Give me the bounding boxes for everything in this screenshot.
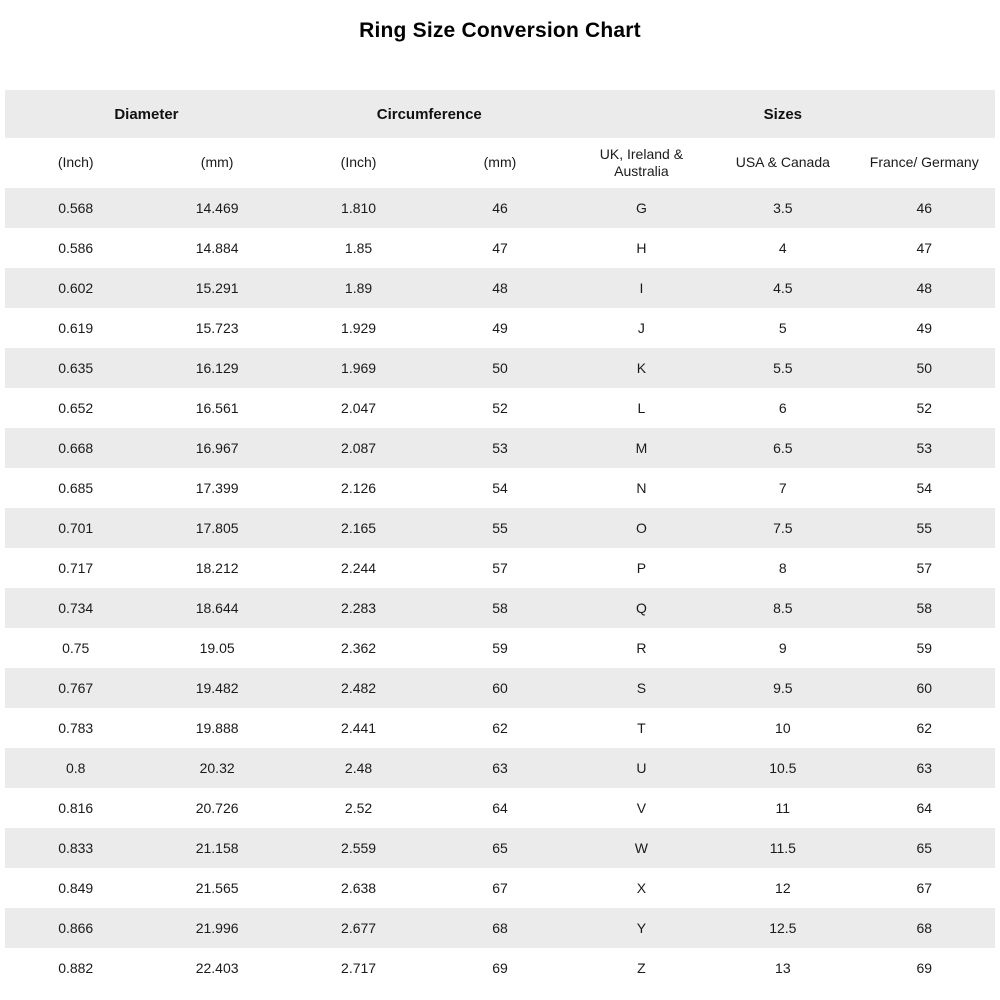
table-cell: 9: [778, 640, 787, 656]
table-cell: X: [636, 880, 647, 896]
table-cell: 0.668: [58, 440, 94, 456]
table-row: [5, 268, 995, 308]
table-header: [5, 90, 995, 188]
table-cell: 60: [916, 680, 933, 696]
table-cell: 50: [492, 360, 508, 376]
table-cell: R: [636, 640, 647, 656]
column-header-row: [5, 138, 995, 188]
table-cell: 59: [916, 640, 933, 656]
table-cell: 0.849: [58, 880, 94, 896]
column-header-circumference-inch: (Inch): [288, 138, 429, 188]
table-cell: 0.75: [62, 640, 90, 656]
table-cell: 62: [492, 720, 508, 736]
table-cell: 7: [778, 480, 787, 496]
table-row: [5, 388, 995, 428]
table-cell: 65: [916, 840, 933, 856]
table-cell: 4.5: [773, 280, 793, 296]
table-cell: 1.810: [341, 200, 377, 216]
table-cell: 0.701: [58, 520, 94, 536]
table-cell: 0.866: [58, 920, 94, 936]
table-body: [5, 188, 995, 988]
table-row: [5, 628, 995, 668]
table-row: [5, 348, 995, 388]
table-cell: 52: [492, 400, 508, 416]
table-cell: 0.635: [58, 360, 94, 376]
table-cell: 1.85: [344, 240, 373, 256]
group-header-circumference: Circumference: [288, 90, 571, 138]
table-row: [5, 508, 995, 548]
table-cell: 2.126: [341, 480, 377, 496]
table-cell: 67: [916, 880, 933, 896]
table-row: [5, 668, 995, 708]
table-cell: 12.5: [769, 920, 797, 936]
table-cell: P: [636, 560, 647, 576]
table-cell: 19.888: [195, 720, 239, 736]
table-cell: 63: [916, 760, 933, 776]
column-header-uk-ireland-australia: UK, Ireland & Australia: [571, 138, 712, 188]
table-cell: 57: [916, 560, 933, 576]
table-cell: 14.469: [195, 200, 239, 216]
table-row: [5, 188, 995, 228]
table-cell: 64: [492, 800, 508, 816]
table-cell: 0.717: [58, 560, 94, 576]
table-cell: 0.783: [58, 720, 94, 736]
table-cell: 2.047: [341, 400, 377, 416]
table-cell: 13: [775, 960, 791, 976]
table-cell: J: [637, 320, 645, 336]
table-row: [5, 748, 995, 788]
table-cell: 64: [916, 800, 933, 816]
table-cell: L: [637, 400, 646, 416]
table-cell: 2.559: [341, 840, 377, 856]
table-cell: 47: [916, 240, 933, 256]
table-cell: 52: [916, 400, 933, 416]
table-row: [5, 908, 995, 948]
table-row: [5, 788, 995, 828]
table-cell: V: [636, 800, 647, 816]
table-cell: 0.767: [58, 680, 94, 696]
page-title: Ring Size Conversion Chart: [359, 19, 641, 42]
table-cell: 0.833: [58, 840, 94, 856]
table-cell: 50: [916, 360, 933, 376]
table-cell: 10: [775, 720, 791, 736]
table-cell: 62: [916, 720, 933, 736]
table-cell: 0.734: [58, 600, 94, 616]
table-cell: 2.638: [341, 880, 377, 896]
table-cell: 0.652: [58, 400, 94, 416]
table-cell: 5: [778, 320, 787, 336]
table-row: [5, 948, 995, 988]
table-cell: 55: [492, 520, 508, 536]
table-cell: 0.586: [58, 240, 94, 256]
table-row: [5, 428, 995, 468]
table-cell: 20.32: [199, 760, 235, 776]
table-cell: 16.129: [195, 360, 239, 376]
table-cell: 2.244: [341, 560, 377, 576]
table-cell: 55: [916, 520, 933, 536]
table-cell: 67: [492, 880, 508, 896]
table-cell: 18.644: [195, 600, 239, 616]
table-cell: 15.723: [195, 320, 239, 336]
table-cell: 22.403: [195, 960, 239, 976]
table-cell: 6.5: [773, 440, 793, 456]
table-cell: 53: [492, 440, 508, 456]
table-cell: 63: [492, 760, 508, 776]
table-cell: 54: [916, 480, 933, 496]
table-cell: 2.087: [341, 440, 377, 456]
table-cell: Z: [637, 960, 646, 976]
table-cell: 58: [916, 600, 933, 616]
table-cell: 0.882: [58, 960, 94, 976]
table-cell: 57: [492, 560, 508, 576]
table-cell: U: [636, 760, 647, 776]
column-header-diameter-inch: (Inch): [5, 138, 146, 188]
table-cell: 0.8: [65, 760, 86, 776]
table-row: [5, 868, 995, 908]
table-cell: O: [635, 520, 647, 536]
table-cell: 15.291: [195, 280, 239, 296]
table-cell: 17.399: [195, 480, 239, 496]
table-cell: 0.619: [58, 320, 94, 336]
table-row: [5, 708, 995, 748]
table-cell: 8: [778, 560, 787, 576]
table-cell: 16.561: [195, 400, 239, 416]
table-cell: 20.726: [195, 800, 239, 816]
table-cell: 0.602: [58, 280, 94, 296]
table-cell: 11.5: [769, 840, 796, 856]
table-cell: 10.5: [769, 760, 797, 776]
table-cell: G: [635, 200, 647, 216]
table-cell: 69: [916, 960, 933, 976]
group-header-row: [5, 90, 995, 138]
table-cell: 2.677: [341, 920, 377, 936]
table-cell: 14.884: [195, 240, 239, 256]
table-cell: 0.685: [58, 480, 94, 496]
table-cell: 65: [492, 840, 508, 856]
table-cell: 54: [492, 480, 508, 496]
table-cell: 12: [775, 880, 791, 896]
table-cell: 2.362: [341, 640, 377, 656]
table-cell: K: [636, 360, 647, 376]
table-cell: 9.5: [773, 680, 793, 696]
table-cell: 21.996: [195, 920, 239, 936]
ring-size-conversion-table: [5, 90, 995, 988]
table-cell: 69: [492, 960, 508, 976]
table-cell: 2.283: [341, 600, 377, 616]
table-row: [5, 828, 995, 868]
table-cell: 17.805: [195, 520, 239, 536]
table-cell: 1.969: [341, 360, 377, 376]
table-cell: H: [636, 240, 647, 256]
table-cell: W: [634, 840, 648, 856]
table-row: [5, 548, 995, 588]
column-header-france-germany: France/ Germany: [854, 138, 995, 188]
table-cell: 2.482: [341, 680, 377, 696]
table-cell: 46: [492, 200, 508, 216]
table-cell: 49: [916, 320, 933, 336]
table-cell: 11: [775, 800, 791, 816]
column-header-usa-canada: USA & Canada: [712, 138, 853, 188]
table-cell: 3.5: [773, 200, 793, 216]
table-cell: 19.05: [199, 640, 235, 656]
table-cell: T: [637, 720, 646, 736]
table-cell: 21.158: [195, 840, 239, 856]
table-cell: 2.48: [344, 760, 373, 776]
table-cell: 58: [492, 600, 508, 616]
table-cell: 16.967: [195, 440, 239, 456]
table-row: [5, 228, 995, 268]
table-row: [5, 588, 995, 628]
table-cell: 5.5: [773, 360, 793, 376]
group-header-diameter: Diameter: [5, 90, 288, 138]
table-cell: 60: [492, 680, 508, 696]
table-cell: 2.52: [344, 800, 373, 816]
table-cell: N: [636, 480, 647, 496]
table-cell: Y: [636, 920, 647, 936]
table-cell: 47: [492, 240, 508, 256]
table-cell: 0.568: [58, 200, 94, 216]
table-cell: 4: [778, 240, 787, 256]
table-cell: 2.165: [341, 520, 377, 536]
table-row: [5, 468, 995, 508]
table-cell: 59: [492, 640, 508, 656]
table-cell: 19.482: [195, 680, 239, 696]
table-cell: 6: [778, 400, 787, 416]
table-cell: 48: [916, 280, 933, 296]
table-cell: 8.5: [773, 600, 793, 616]
table-cell: 46: [916, 200, 933, 216]
table-cell: I: [639, 280, 644, 296]
column-header-circumference-mm: (mm): [429, 138, 570, 188]
table-cell: 2.441: [341, 720, 377, 736]
table-cell: 1.929: [341, 320, 377, 336]
table-row: [5, 308, 995, 348]
group-header-sizes: Sizes: [571, 90, 995, 138]
table-cell: M: [635, 440, 648, 456]
table-cell: 49: [492, 320, 508, 336]
column-header-diameter-mm: (mm): [146, 138, 287, 188]
table-cell: 53: [916, 440, 933, 456]
table-cell: S: [636, 680, 647, 696]
table-cell: 1.89: [344, 280, 373, 296]
table-cell: 21.565: [195, 880, 239, 896]
table-cell: 0.816: [58, 800, 94, 816]
table-cell: 7.5: [773, 520, 793, 536]
table-cell: 68: [916, 920, 933, 936]
table-cell: 18.212: [195, 560, 239, 576]
table-cell: 2.717: [341, 960, 377, 976]
table-cell: 68: [492, 920, 508, 936]
table-cell: 48: [492, 280, 508, 296]
table-cell: Q: [635, 600, 647, 616]
